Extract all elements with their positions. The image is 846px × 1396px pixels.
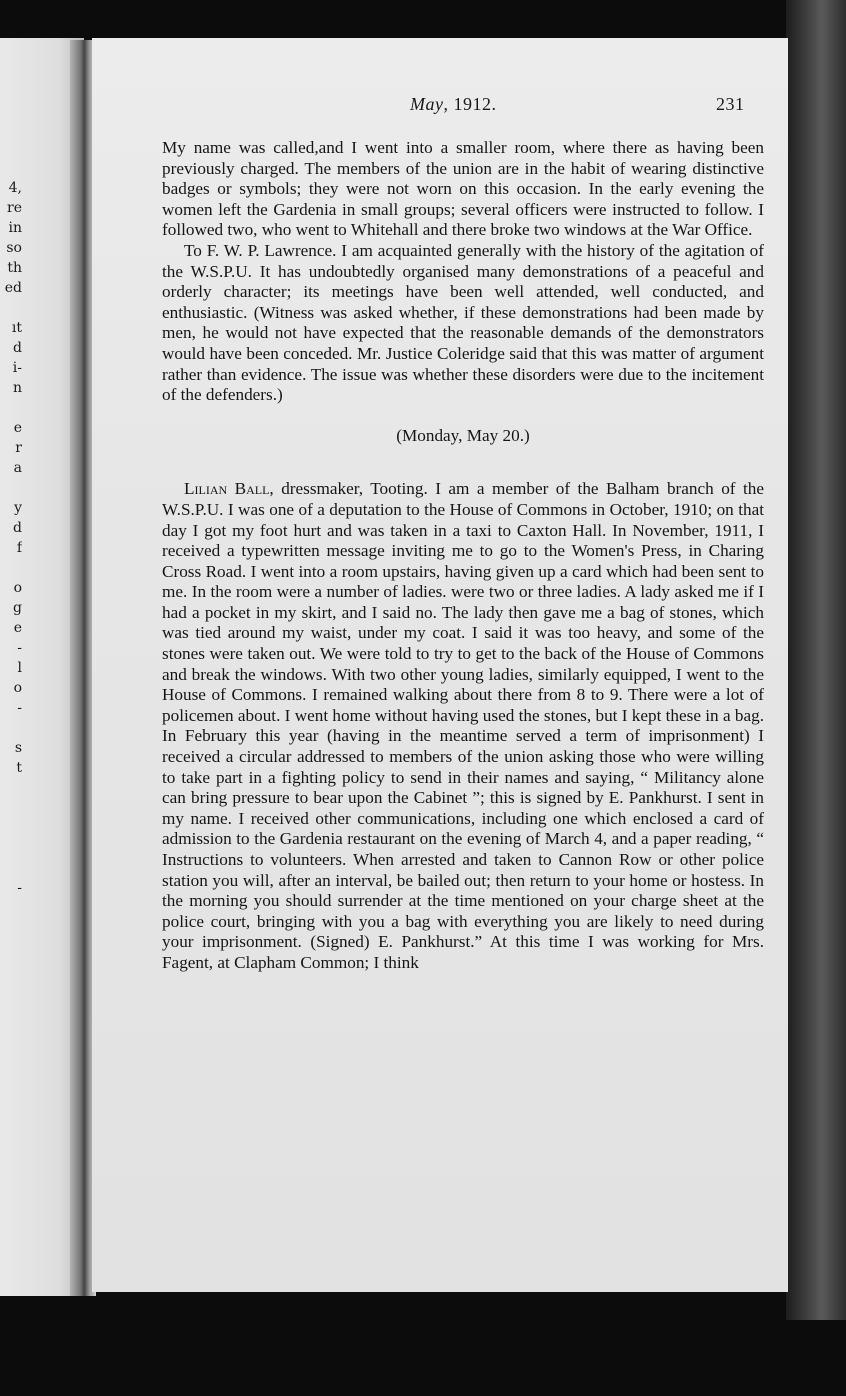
page-header bbox=[92, 94, 788, 118]
date-heading: (Monday, May 20.) bbox=[396, 425, 530, 445]
left-page-fragment: d bbox=[13, 340, 22, 356]
left-page-fragment: a bbox=[13, 460, 22, 476]
left-page-fragment bbox=[0, 558, 22, 578]
left-page-fragment: n bbox=[12, 380, 22, 396]
running-head-year: , 1912. bbox=[443, 94, 497, 114]
body-text bbox=[162, 138, 764, 974]
paragraph-cross-examination: To F. W. P. Lawrence. I am acquainted generally with the history of the agitation of the W.S.P.U. It has undoubtedly organised many demonstrations of a peaceful and orderly character; its meetings have been well attended, well conducted, and enthusiastic. (Witness was asked whether, if these demonstrations had been made by men, he would not have expected that the reasonable demands of the demonstrators would have been conceded. Mr. Justice Coleridge said that this was matter of argument rather than evidence. The issue was whether these disorders were due to the incitement of the defenders.) bbox=[162, 240, 764, 405]
running-head bbox=[410, 94, 496, 115]
left-page-fragment: y bbox=[14, 500, 22, 516]
left-page-fragment bbox=[0, 798, 22, 818]
left-page-fragment bbox=[0, 838, 22, 858]
witness-testimony: , dressmaker, Tooting. I am a member of the Balham branch of the W.S.P.U. I was one of a deputation to the House of Commons in October, 1910; on that day I got my foot hurt and was taken in a taxi to Caxton Hall. In November, 1911, I received a typewritten message inviting me to go to the Women's Press, in Charing Cross Road. I went into a room upstairs, having given up a card which had been sent to me. In the room were a number of ladies. were two or three ladies. A lady asked me if I had a pocket in my skirt, and I said no. The lady then gave me a bag of stones, which was tied around my waist, under my coat. I said it was too heavy, and some of the stones were taken out. We were told to try to get to the back of the House of Commons and break the windows. With two other young ladies, similarly equipped, I went to the House of Commons. I remained walking about there from 8 to 9. There were a lot of policemen about. I went home without having used the stones, but I kept these in a bag. In February this year (having in the meantime served a term of imprisonment) I received a circular addressed to members of the union asking those who were willing to take part in a fighting policy to send in their names and saying, “ Militancy alone can bring pressure to bear upon the Cabinet ”; this is signed by E. Pankhurst. I sent in my name. I received other communications, including one which enclosed a card of admission to the Gardenia restaurant on the evening of March 4, and a paper reading, “ Instructions to volunteers. When arrested and taken to Cannon Row or other police station you will, after an interval, be bailed out; then return to your home or hostess. In the morning you should surrender at the time mentioned on your charge sheet at the police court, bringing with you a bag with everything you are likely to need during your imprisonment. (Signed) E. Pankhurst.” At this time I was working for Mrs. Fagent, at Clapham Common; I think bbox=[162, 479, 764, 972]
running-head-month: May bbox=[410, 94, 444, 114]
left-page-fragment: - bbox=[17, 880, 22, 896]
left-page-fragment: so bbox=[6, 240, 22, 256]
left-page-fragment bbox=[0, 298, 22, 318]
left-page-fragment: t bbox=[16, 760, 22, 776]
left-page-fragment: e bbox=[13, 420, 22, 436]
left-page-fragment: - bbox=[17, 640, 22, 656]
left-page-fragment: 4, bbox=[8, 180, 22, 196]
left-page-fragment: d bbox=[13, 520, 22, 536]
left-page-fragment: - bbox=[17, 700, 22, 716]
left-page-fragment bbox=[0, 718, 22, 738]
left-page-fragment: i- bbox=[12, 360, 22, 376]
right-page-edge-shadow bbox=[786, 0, 846, 1320]
left-page-fragment: l bbox=[17, 660, 22, 676]
left-page-fragment bbox=[0, 398, 22, 418]
witness-name: Lilian Ball bbox=[184, 479, 270, 499]
left-page-fragment: ıt bbox=[11, 320, 22, 336]
paragraph-testimony-continued: My name was called,and I went into a smaller room, where there as having been previously charged. The members of the union are in the habit of wearing distinctive badges or symbols; they were not worn on this occasion. In the early evening the women left the Gardenia in small groups; several officers were instructed to follow. I followed two, who went to Whitehall and there broke two windows at the War Office. bbox=[162, 138, 764, 240]
left-page-fragment: re bbox=[7, 200, 22, 216]
paragraph-lilian-ball-testimony bbox=[162, 479, 764, 973]
left-page-fragment: o bbox=[13, 580, 22, 596]
left-page-fragment: e bbox=[13, 620, 22, 636]
book-page bbox=[92, 38, 788, 1292]
left-page-fragment: ed bbox=[4, 280, 22, 296]
left-page-fragment: th bbox=[7, 260, 22, 276]
left-page-fragment bbox=[0, 858, 22, 878]
left-page-fragment: o bbox=[13, 680, 22, 696]
page-number: 231 bbox=[716, 94, 745, 114]
left-page-fragment: f bbox=[16, 540, 22, 556]
left-page-fragment bbox=[0, 778, 22, 798]
left-page-text-fragments bbox=[0, 178, 22, 898]
left-page-fragment bbox=[0, 478, 22, 498]
left-page-fragment bbox=[0, 818, 22, 838]
left-page-fragment: s bbox=[14, 740, 22, 756]
left-page-fragment: g bbox=[13, 600, 22, 616]
left-page-fragment: in bbox=[8, 220, 22, 236]
left-page-fragment: r bbox=[15, 440, 22, 456]
